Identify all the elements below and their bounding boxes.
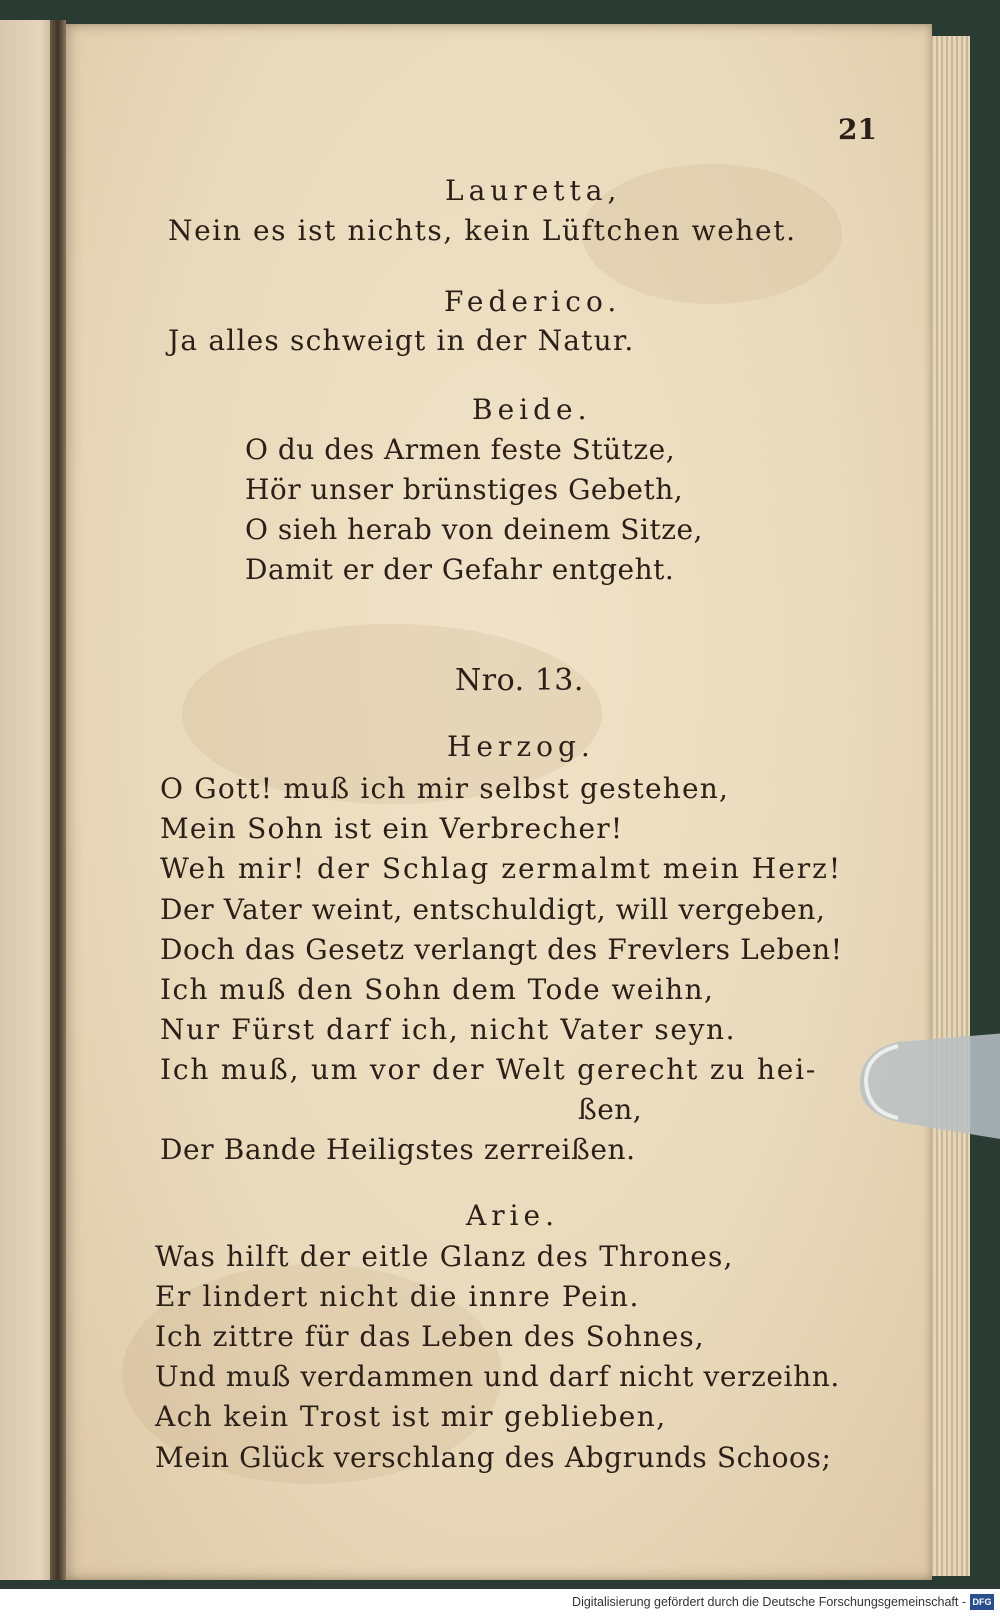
verse-line: Doch das Gesetz verlangt des Frevlers Leben! (160, 933, 843, 966)
verse-line: Nur Fürst darf ich, nicht Vater seyn. (160, 1013, 737, 1046)
verse-line: Nein es ist nichts, kein Lüftchen wehet. (168, 214, 797, 247)
verse-line: Hör unser brünstiges Gebeth, (245, 473, 684, 506)
dfg-logo: DFG (970, 1594, 994, 1610)
speaker-label: Herzog. (447, 730, 595, 763)
verse-line: Ach kein Trost ist mir geblieben, (155, 1400, 667, 1433)
page-number: 21 (838, 113, 877, 146)
verse-line: Ich muß, um vor der Welt gerecht zu hei- (160, 1053, 818, 1086)
verse-line: Was hilft der eitle Glanz des Thrones, (155, 1240, 734, 1273)
page-edges (928, 36, 970, 1576)
verse-line: Weh mir! der Schlag zermalmt mein Herz! (160, 852, 843, 885)
footer-bar (0, 1589, 1000, 1619)
verse-line: O du des Armen feste Stütze, (245, 433, 676, 466)
verse-line: Der Bande Heiligstes zerreißen. (160, 1133, 636, 1166)
speaker-label: Lauretta, (445, 174, 622, 207)
verse-line: O Gott! muß ich mir selbst gestehen, (160, 772, 730, 805)
speaker-label: Arie. (466, 1199, 560, 1232)
verse-line: Mein Sohn ist ein Verbrecher! (160, 812, 624, 845)
speaker-label: Beide. (472, 393, 592, 426)
verse-line: Mein Glück verschlang des Abgrunds Schoos; (155, 1441, 832, 1474)
footer-credit: Digitalisierung gefördert durch die Deutsche Forschungsgemeinschaft - (572, 1595, 966, 1609)
verse-line: ßen, (578, 1093, 643, 1126)
verse-line: Ja alles schweigt in der Natur. (168, 324, 635, 357)
verse-line: Er lindert nicht die innre Pein. (155, 1280, 641, 1313)
verse-line: Und muß verdammen und darf nicht verzeihn. (155, 1360, 840, 1393)
verse-line: Damit er der Gefahr entgeht. (245, 553, 675, 586)
verse-line: Der Vater weint, entschuldigt, will vergeben, (160, 893, 826, 926)
speaker-label: Federico. (444, 285, 622, 318)
section-heading: Nro. 13. (455, 663, 584, 698)
book-gutter (50, 20, 66, 1580)
verse-line: Ich zittre für das Leben des Sohnes, (155, 1320, 705, 1353)
verse-line: O sieh herab von deinem Sitze, (245, 513, 703, 546)
verse-line: Ich muß den Sohn dem Tode weihn, (160, 973, 715, 1006)
